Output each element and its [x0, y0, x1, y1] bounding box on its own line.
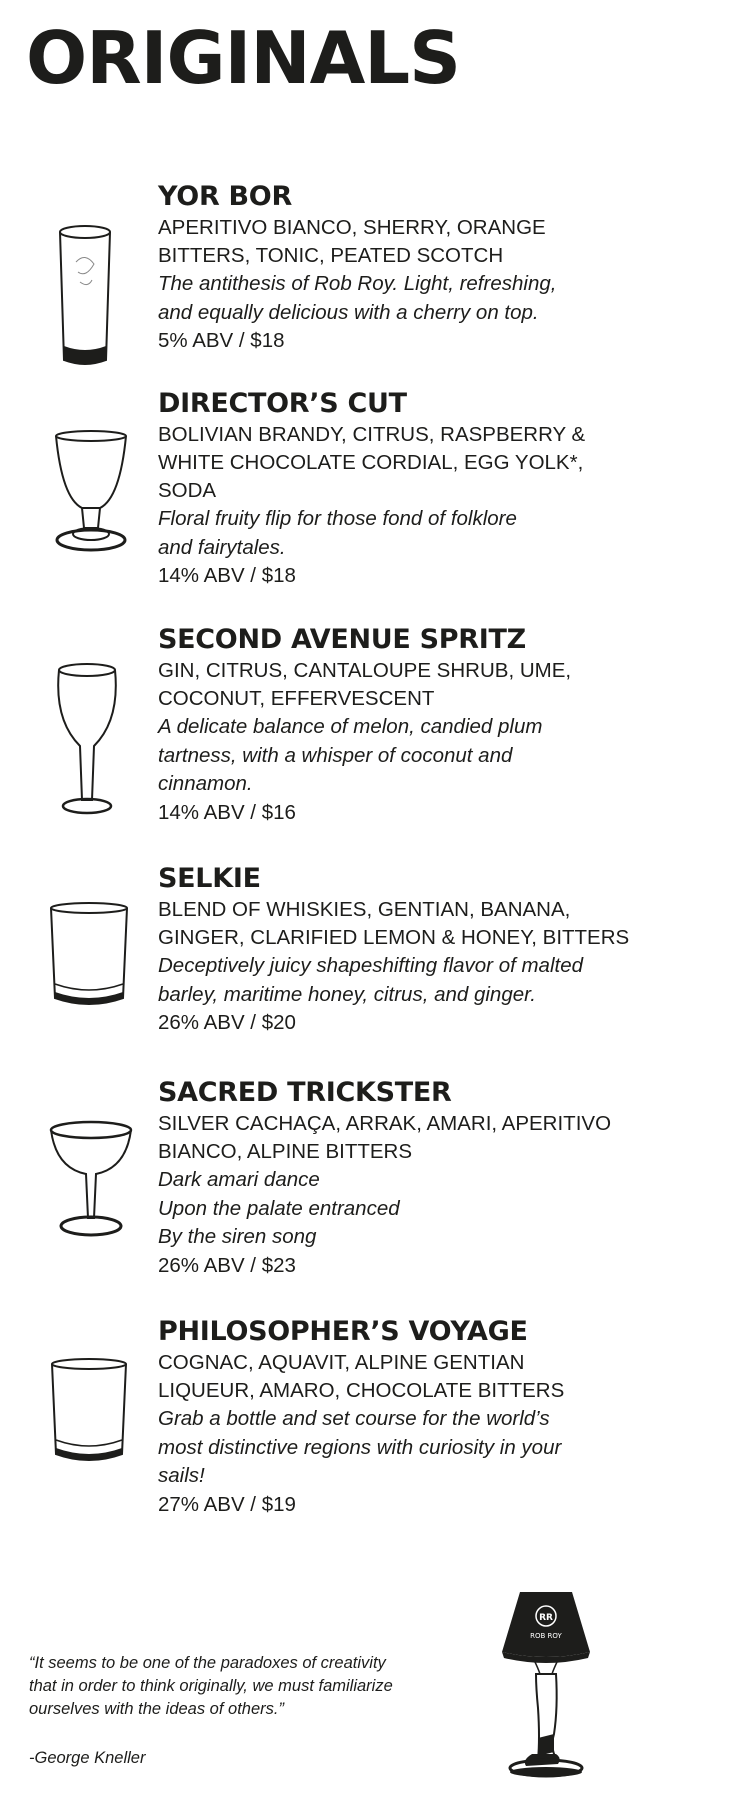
cocktail-ingredients: BITTERS, TONIC, PEATED SCOTCH [158, 244, 504, 267]
cocktail-ingredients: LIQUEUR, AMARO, CHOCOLATE BITTERS [158, 1379, 565, 1402]
cocktail-ingredients: SODA [158, 479, 217, 502]
cocktail-ingredients: COCONUT, EFFERVESCENT [158, 687, 435, 710]
cocktail-ingredients: GIN, CITRUS, CANTALOUPE SHRUB, UME, [158, 659, 572, 682]
svg-text:RR: RR [539, 1613, 553, 1623]
cocktail-item [158, 623, 678, 827]
svg-text:ROB ROY: ROB ROY [530, 1632, 562, 1640]
cocktail-ingredients: SILVER CACHAÇA, ARRAK, AMARI, APERITIVO [158, 1112, 612, 1135]
cocktail-name: PHILOSOPHER’S VOYAGE [158, 1316, 528, 1347]
cocktail-name: YOR BOR [158, 181, 292, 212]
cocktail-description: Dark amari dance Upon the palate entranced By the siren song [158, 1168, 400, 1248]
cocktail-name: DIRECTOR’S CUT [158, 388, 407, 419]
quote-author: -George Kneller [29, 1749, 146, 1767]
cocktail-item [158, 387, 678, 590]
page-title: ORIGINALS [26, 16, 461, 100]
cocktail-item [158, 1076, 678, 1280]
cocktail-description: The antithesis of Rob Roy. Light, refreshing, and equally delicious with a cherry on top. [158, 272, 557, 324]
cocktail-ingredients: COGNAC, AQUAVIT, ALPINE GENTIAN [158, 1351, 525, 1374]
highball-glass-icon [56, 222, 114, 372]
cocktail-ingredients: BOLIVIAN BRANDY, CITRUS, RASPBERRY & [158, 423, 586, 446]
cocktail-description: Grab a bottle and set course for the world’s most distinctive regions with curiosity in your sails! [158, 1407, 562, 1487]
rocks-glass-icon [47, 900, 131, 1012]
cocktail-item [158, 180, 678, 355]
cocktail-item [158, 1315, 678, 1519]
cocktail-ingredients: WHITE CHOCOLATE CORDIAL, EGG YOLK*, [158, 451, 584, 474]
cocktail-ingredients: BIANCO, ALPINE BITTERS [158, 1140, 413, 1163]
coupe-glass-icon [48, 1118, 134, 1244]
cocktail-price: 5% ABV / $18 [158, 329, 285, 352]
cocktail-price: 14% ABV / $16 [158, 800, 296, 824]
cocktail-item [158, 862, 678, 1037]
quote-text: “It seems to be one of the paradoxes of creativity that in order to think originally, we must familiarize ourselves with the ideas of others.” [29, 1654, 393, 1718]
cocktail-name: SELKIE [158, 863, 261, 894]
footed-goblet-icon [52, 428, 130, 556]
cocktail-description: Floral fruity flip for those fond of folklore and fairytales. [158, 507, 517, 559]
rocks-glass-icon [48, 1356, 130, 1468]
cocktail-price: 26% ABV / $20 [158, 1011, 296, 1034]
cocktail-ingredients: BLEND OF WHISKIES, GENTIAN, BANANA, [158, 898, 571, 921]
cocktail-ingredients: GINGER, CLARIFIED LEMON & HONEY, BITTERS [158, 926, 630, 949]
cocktail-description: Deceptively juicy shapeshifting flavor of malted barley, maritime honey, citrus, and ginger. [158, 954, 584, 1006]
cocktail-name: SECOND AVENUE SPRITZ [158, 624, 526, 655]
cocktail-name: SACRED TRICKSTER [158, 1077, 452, 1108]
leg-lamp-logo-icon [498, 1588, 594, 1778]
cocktail-ingredients: APERITIVO BIANCO, SHERRY, ORANGE [158, 216, 546, 239]
cocktail-price: 26% ABV / $23 [158, 1253, 296, 1277]
cocktail-description: A delicate balance of melon, candied plum tartness, with a whisper of coconut and cinnamon. [158, 715, 543, 795]
wine-glass-icon [54, 660, 120, 820]
cocktail-price: 27% ABV / $19 [158, 1492, 296, 1516]
cocktail-price: 14% ABV / $18 [158, 564, 296, 587]
